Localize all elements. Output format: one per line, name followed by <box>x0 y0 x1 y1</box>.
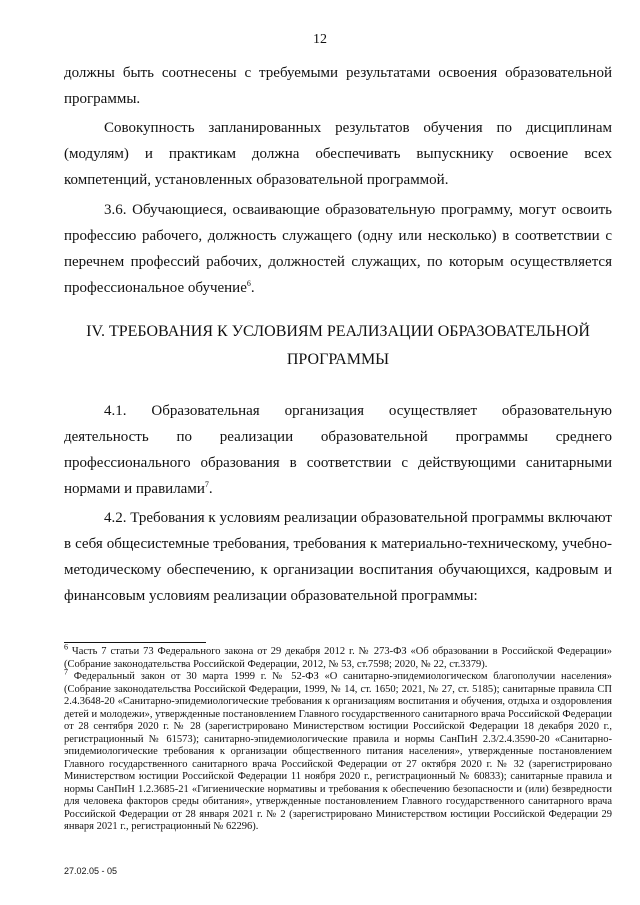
paragraph-results: Совокупность запланированных результатов обучения по дисциплинам (модулям) и практикам должна обеспечивать выпускнику освоение всех компетенций, установленных образовательной программой. <box>64 120 612 188</box>
paragraph-3-6-text: 3.6. Обучающиеся, осваивающие образовательную программу, могут освоить профессию рабочего, должность служащего (одну или несколько) в соответствии с перечнем профессий рабочих, должностей служащих, по которым осуществляется профессиональное обучение <box>64 202 612 296</box>
paragraph-continuation: должны быть соотнесены с требуемыми результатами освоения образовательной программы. <box>64 65 612 107</box>
paragraph-4-1: 4.1. Образовательная организация осуществляет образовательную деятельность по реализации образовательной программы среднего профессионального образования в соответствии с действующими санитарными нормами и правилами$^7$. <box>64 403 612 497</box>
paragraph-4-2: 4.2. Требования к условиям реализации образовательной программы включают в себя общесистемные требования, требования к материально-техническому, учебно-методическому обеспечению, к организации воспитания обучающихся, кадровым и финансовым условиям реализации образовательной программы: <box>64 510 612 604</box>
footnote-6 <box>64 642 612 671</box>
footnote-ref-6: 6 <box>246 279 251 288</box>
section-heading-line1: IV. ТРЕБОВАНИЯ К УСЛОВИЯМ РЕАЛИЗАЦИИ ОБРАЗОВАТЕЛЬНОЙ <box>86 323 590 340</box>
footnote-separator <box>64 642 206 643</box>
body-text-top <box>64 60 612 301</box>
footnote-ref-7: 7 <box>204 480 209 489</box>
footnote-6-text: Часть 7 статьи 73 Федерального закона от 29 декабря 2012 г. № 273-ФЗ «Об образовании в Российской Федерации» (Собрание законодательства Российской Федерации, 2012, № 53, ст.7598; 2020, № 22, ст.3379). <box>64 646 612 670</box>
page-number: 12 <box>313 32 327 47</box>
footnote-7-text: Федеральный закон от 30 марта 1999 г. № 52-ФЗ «О санитарно-эпидемиологическом благополучии населения» (Собрание законодательства Российской Федерации, 1999, № 14, ст. 1650; 2021, № 27, ст. 5185); санитарные правила СП 2.4.3648-20 «Санитарно-эпидемиологические требования к организациям воспитания и обучения, отдыха и оздоровления детей и молодежи», утвержденные постановлением Главного государственного санитарного врача Российской Федерации от 28 сентября 2020 г. № 28 (зарегистрировано Министерством юстиции Российской Федерации 18 декабря 2020 г., регистрационный № 61573); санитарно-эпидемиологические правила и нормы СанПиН 2.3/2.4.3590-20 «Санитарно-эпидемиологические требования к организации общественного питания населения», утвержденные постановлением Главного государственного санитарного врача Российской Федерации от 27 октября 2020 г. № 32 (зарегистрировано Министерством юстиции Российской Федерации 11 ноября 2020 г., регистрационный № 60833); санитарные правила и нормы СанПиН 1.2.3685-21 «Гигиенические нормативы и требования к обеспечению безопасности и (или) безвредности для человека факторов среды обитания», утвержденные постановлением Главного государственного санитарного врача Российской Федерации от 28 января 2021 г. № 2 (зарегистрировано Министерством юстиции Российской Федерации 29 января 2021 г., регистрационный № 62296). <box>64 671 612 832</box>
footnotes <box>64 642 612 834</box>
section-heading-line2: ПРОГРАММЫ <box>286 351 390 368</box>
footnote-6-mark: 6 <box>64 642 68 652</box>
document-code: 27.02.05 - 05 <box>64 866 118 876</box>
footnote-7 <box>64 667 612 834</box>
footnote-7-mark: 7 <box>64 667 68 677</box>
paragraph-4-1-text: 4.1. Образовательная организация осуществляет образовательную деятельность по реализации образовательной программы среднего профессионального образования в соответствии с действующими санитарными нормами и правилами <box>64 403 612 497</box>
paragraph-3-6: 3.6. Обучающиеся, осваивающие образовательную программу, могут освоить профессию рабочего, должность служащего (одну или несколько) в соответствии с перечнем профессий рабочих, должностей служащих, по которым осуществляется профессиональное обучение$^6$. <box>64 202 612 296</box>
body-text-section-4 <box>64 398 612 609</box>
section-heading <box>64 318 612 374</box>
